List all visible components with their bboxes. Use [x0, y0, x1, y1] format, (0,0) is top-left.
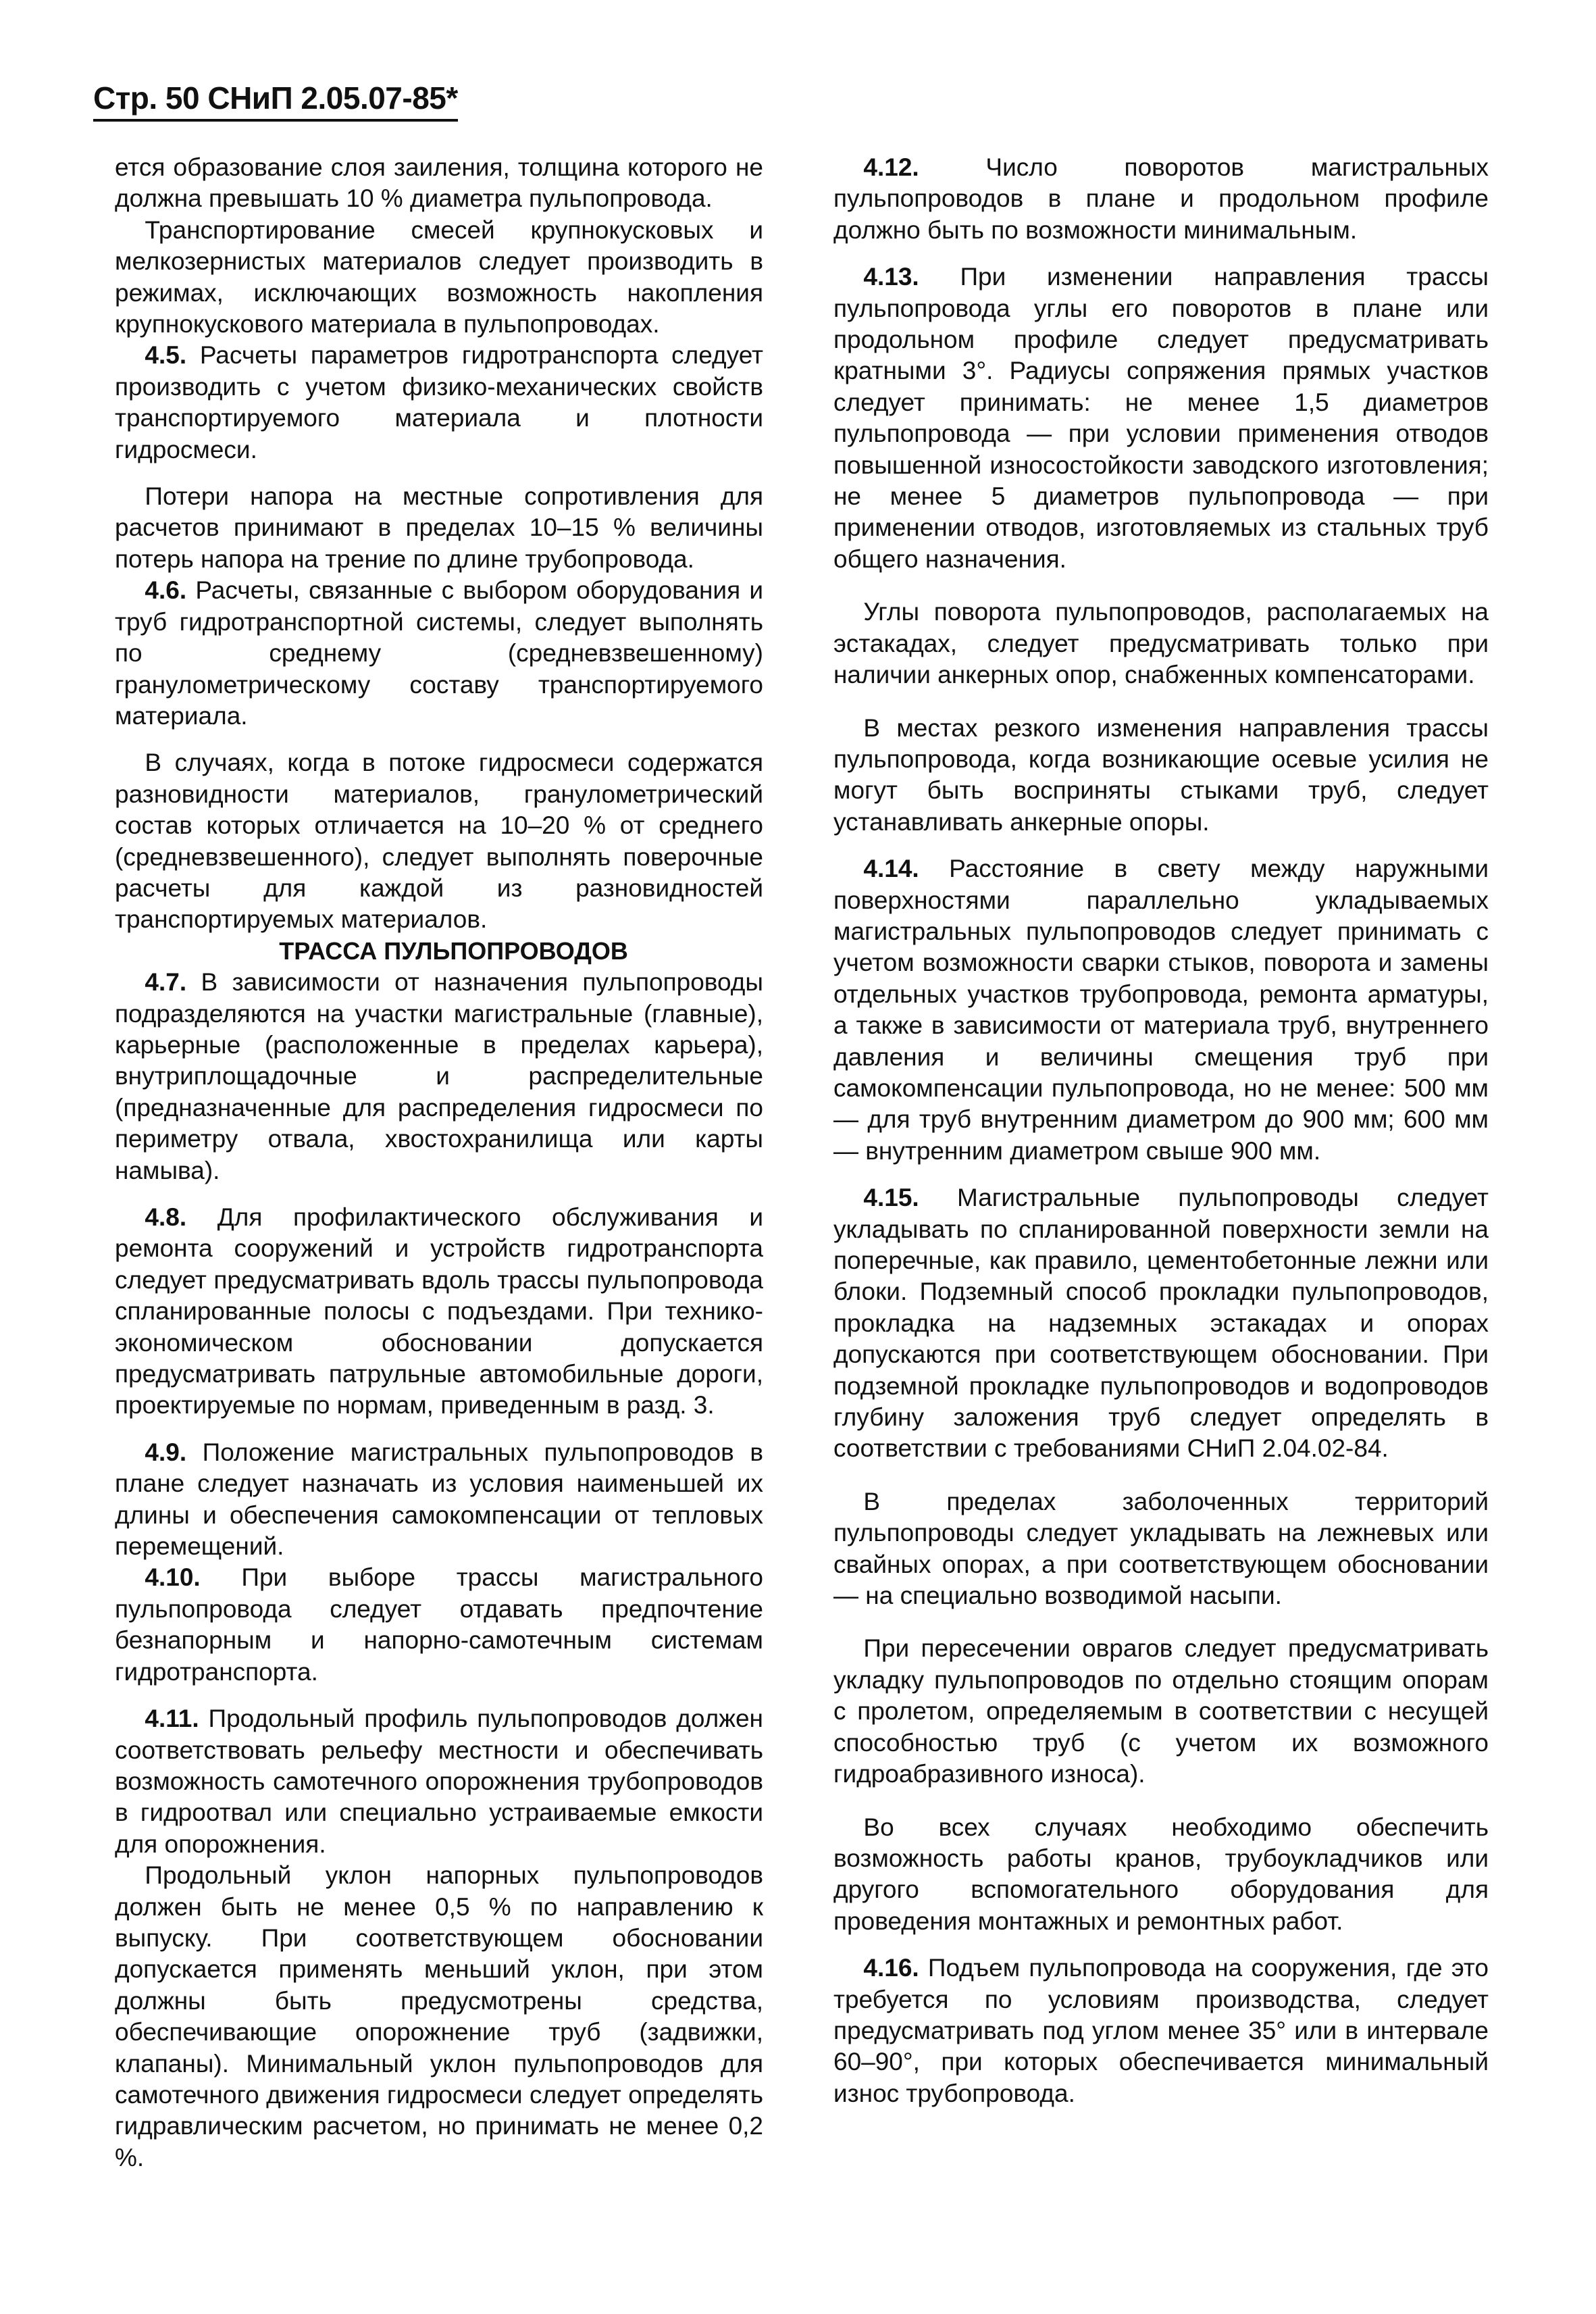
- clause-4-14: [833, 853, 1489, 1167]
- clause-number: 4.10.: [145, 1563, 201, 1592]
- clause-text: Расчеты параметров гидротранспорта следует производить с учетом физико-механических свойств транспортируемого материала и плотности гидросмеси.: [115, 341, 763, 463]
- clause-4-15: [833, 1182, 1489, 1465]
- paragraph: Транспортирование смесей крупнокусковых и мелкозернистых материалов следует производить в режимах, исключающих возможность накопления крупнокускового материала в пульпопроводах.: [115, 216, 763, 338]
- clause-number: 4.8.: [145, 1203, 187, 1231]
- paragraph: При пересечении оврагов следует предусматривать укладку пульпопроводов по отдельно стоящим опорам с пролетом, определяемым в соответствии с несущей способностью труб (с учетом их возможного гидроабразивного износа).: [833, 1634, 1489, 1788]
- right-column: [833, 152, 1489, 2109]
- clause-4-16: [833, 1953, 1489, 2109]
- paragraph: Продольный уклон напорных пульпопроводов должен быть не менее 0,5 % по направлению к выпуску. При соответствующем обосновании допускается применять меньший уклон, при этом должны быть предусмотрены средства, обеспечивающие опорожнение труб (задвижки, клапаны). Минимальный уклон пульпопроводов для самотечного движения гидросмеси следует определять гидравлическим расчетом, но принимать не менее 0,2 %.: [115, 1861, 763, 2171]
- section-heading: ТРАССА ПУЛЬПОПРОВОДОВ: [279, 936, 628, 965]
- clause-text: Продольный профиль пульпопроводов должен соответствовать рельефу местности и обеспечивать возможность самотечного опорожнения трубопроводов в гидроотвал или специально устраиваемые емкости для опорожнения.: [115, 1705, 763, 1858]
- clause-text: Число поворотов магистральных пульпопроводов в плане и продольном профиле должно быть по возможности минимальным.: [833, 153, 1489, 244]
- left-column: [115, 152, 763, 2173]
- clause-4-11: [115, 1703, 763, 1860]
- paragraph: Потери напора на местные сопротивления для расчетов принимают в пределах 10–15 % величины потерь напора на трение по длине трубопровода.: [115, 482, 763, 573]
- clause-text: При изменении направления трассы пульпопровода углы его поворотов в плане или продольном профиле следует предусматривать кратными 3°. Радиусы сопряжения прямых участков следует принимать: не менее 1,5 диаметров пульпопровода — при условии применения отводов повышенной износостойкости заводского изготовления; не менее 5 диаметров пульпопровода — при применении отводов, изготовляемых из стальных труб общего назначения.: [833, 263, 1489, 573]
- clause-4-10: [115, 1562, 763, 1688]
- paragraph: В случаях, когда в потоке гидросмеси содержатся разновидности материалов, гранулометрический состав которых отличается на 10–20 % от среднего (средневзвешенного), следует выполнять поверочные расчеты для каждой из разновидностей транспортируемых материалов.: [115, 749, 763, 934]
- clause-text: Подъем пульпопровода на сооружения, где это требуется по условиям производства, следует предусматривать под углом менее 35° или в интервале 60–90°, при которых обеспечивается минимальный износ трубопровода.: [833, 1954, 1489, 2107]
- clause-text: Расчеты, связанные с выбором оборудования и труб гидротранспортной системы, следует выполнять по среднему (средневзвешенному) гранулометрическому составу транспортируемого материала.: [115, 576, 763, 730]
- clause-number: 4.14.: [863, 855, 919, 883]
- clause-text: Для профилактического обслуживания и ремонта сооружений и устройств гидротранспорта следует предусматривать вдоль трассы пульпопровода спланированные полосы с подъездами. При технико-экономическом обосновании допускается предусматривать патрульные автомобильные дороги, проектируемые по нормам, приведенным в разд. 3.: [115, 1203, 763, 1419]
- paragraph: Во всех случаях необходимо обеспечить возможность работы кранов, трубоукладчиков или другого вспомогательного оборудования для проведения монтажных и ремонтных работ.: [833, 1813, 1489, 1935]
- clause-number: 4.9.: [145, 1438, 187, 1466]
- clause-4-12: [833, 152, 1489, 246]
- clause-number: 4.13.: [863, 263, 919, 291]
- clause-text: Расстояние в свету между наружными поверхностями параллельно укладываемых магистральных пульпопроводов следует принимать с учетом возможности сварки стыков, поворота и замены отдельных участков трубопровода, ремонта арматуры, а также в зависимости от материала труб, внутреннего давления и величины смещения труб при самокомпенсации пульпопровода, но не менее: 500 мм — для труб внутренним диаметром до 900 мм; 600 мм — внутренним диаметром свыше 900 мм.: [833, 855, 1489, 1165]
- clause-4-13: [833, 261, 1489, 575]
- clause-number: 4.15.: [863, 1184, 919, 1212]
- clause-number: 4.16.: [863, 1954, 919, 1982]
- clause-text: Положение магистральных пульпопроводов в плане следует назначать из условия наименьшей их длины и обеспечения самокомпенсации от тепловых перемещений.: [115, 1438, 763, 1561]
- clause-number: 4.7.: [145, 968, 187, 997]
- clause-4-7: [115, 967, 763, 1186]
- clause-text: Магистральные пульпопроводы следует укладывать по спланированной поверхности земли на поперечные, как правило, цементобетонные лежни или блоки. Подземный способ прокладки пульпопроводов, прокладка на надземных эстакадах и опорах допускаются при соответствующем обосновании. При подземной прокладке пульпопроводов и водопроводов глубину заложения труб следует определять в соответствии с требованиями СНиП 2.04.02-84.: [833, 1184, 1489, 1463]
- clause-4-6: [115, 575, 763, 732]
- paragraph: В местах резкого изменения направления трассы пульпопровода, когда возникающие осевые усилия не могут быть восприняты стыками труб, следует устанавливать анкерные опоры.: [833, 713, 1489, 836]
- paragraph: ется образование слоя заиления, толщина которого не должна превышать 10 % диаметра пульпопровода.: [115, 153, 763, 213]
- clause-4-5: [115, 340, 763, 466]
- clause-number: 4.12.: [863, 153, 919, 181]
- clause-text: При выборе трассы магистрального пульпопровода следует отдавать предпочтение безнапорным и напорно-самотечным системам гидротранспорта.: [115, 1563, 763, 1686]
- clause-number: 4.5.: [145, 341, 187, 370]
- clause-number: 4.6.: [145, 576, 187, 605]
- clause-number: 4.11.: [145, 1705, 199, 1733]
- clause-4-8: [115, 1202, 763, 1422]
- clause-4-9: [115, 1437, 763, 1563]
- page-header: Стр. 50 СНиП 2.05.07-85*: [93, 80, 458, 122]
- clause-text: В зависимости от назначения пульпопроводы подразделяются на участки магистральные (главные), карьерные (расположенные в пределах карьера), внутриплощадочные и распределительные (предназначенные для распределения гидросмеси по периметру отвала, хвостохранилища или карты намыва).: [115, 968, 763, 1184]
- paragraph: Углы поворота пульпопроводов, располагаемых на эстакадах, следует предусматривать только при наличии анкерных опор, снабженных компенсаторами.: [833, 598, 1489, 689]
- paragraph: В пределах заболоченных территорий пульпопроводы следует укладывать на лежневых или свайных опорах, а при соответствующем обосновании — на специально возводимой насыпи.: [833, 1487, 1489, 1610]
